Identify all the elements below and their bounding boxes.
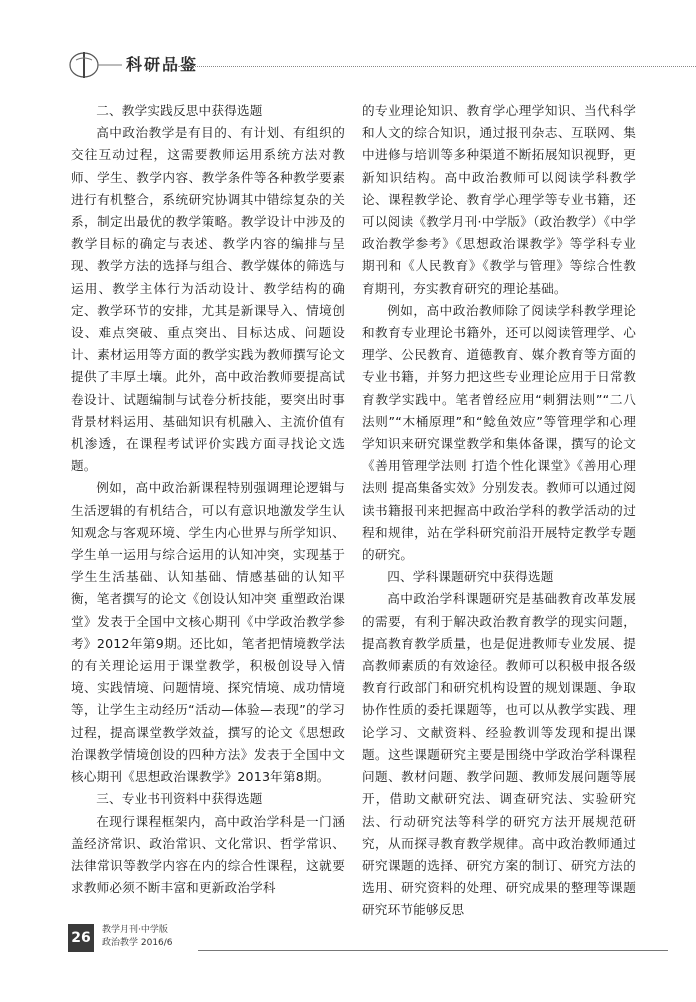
body-paragraph: 高中政治学科课题研究是基础教育改革发展的需要，有利于解决政治教育教学的现实问题，提高教育教学质量，也是促进教师专业发展、提高教师素质的有效途径。教师可以积极申报各级教育行政部门和研究机构设置的规划课题、争取协作性质的委托课题等，也可以从教学实践、理论学习、文献资料、经验教训等发现和提出课题。这些课题研究主要是围绕中学政治学科课程问题、教材问题、教学问题、教师发展问题等展开，借助文献研究法、调查研究法、实验研究法、行动研究法等科学的研究方法开展规范研究，从而探寻教育教学规律。高中政治教师通过研究课题的选择、研究方案的制订、研究方法的选用、研究资料的处理、研究成果的整理等课题研究环节能够反思 bbox=[362, 591, 636, 918]
header-divider bbox=[178, 66, 696, 67]
section-heading: 四、学科课题研究中获得选题 bbox=[387, 569, 554, 585]
journal-issue: 政治教学 2016/6 bbox=[102, 938, 173, 948]
body-paragraph: 例如，高中政治教师除了阅读学科教学理论和教育专业理论书籍外，还可以阅读管理学、心理学、公民教育、道德教育、媒介教育等方面的专业书籍，并努力把这些专业理论应用于日常教育教学实践中。笔者曾经应用“刺猬法则”“二八法则”“木桶原理”和“鲶鱼效应”等管理学和心理学知识来研究课堂教学和集体备课，撰写的论文《善用管理学法则 打造个性化课堂》《善用心理法则 提高集备实效》分别发表。教师可以通过阅读书籍报刊来把握高中政治学科的教学活动的过程和规律，站在学科研究前沿开展特定教学专题的研究。 bbox=[362, 302, 636, 563]
page-number: 26 bbox=[68, 924, 94, 952]
section-heading: 二、教学实践反思中获得选题 bbox=[96, 103, 263, 118]
left-column bbox=[71, 100, 345, 899]
body-paragraph: 例如，高中政治新课程特别强调理论逻辑与生活逻辑的有机结合，可以有意识地激发学生认知观念与客观环境、学生内心世界与所学知识、学生单一运用与综合运用的认知冲突，实现基于学生生活基础、认知基础、情感基础的认知平衡，笔者撰写的论文《创设认知冲突 重塑政治课堂》发表于全国中文核心期刊《中学政治教学参考》2012年第9期。还比如，笔者把情境教学法的有关理论运用于课堂教学，积极创设导入情境、实践情境、问题情境、探究情境、成功情境等，让学生主动经历“活动—体验—表现”的学习过程，提高课堂教学效益，撰写的论文《思想政治课教学情境创设的四种方法》发表于全国中文核心期刊《思想政治课教学》2013年第8期。 bbox=[71, 480, 345, 785]
journal-name: 教学月刊·中学版 bbox=[102, 925, 168, 935]
footer-divider bbox=[198, 950, 668, 951]
body-paragraph: 高中政治教学是有目的、有计划、有组织的交往互动过程，这需要教师运用系统方法对教师、学生、教学内容、教学条件等各种教学要素进行有机整合，系统研究协调其中错综复杂的关系，制定出最优的教学策略。教学设计中涉及的教学目标的确定与表述、教学内容的编排与呈现、教学方法的选择与组合、教学媒体的筛选与运用、教学主体行为活动设计、教学结构的确定、教学环节的安排，尤其是新课导入、情境创设、难点突破、重点突出、目标达成、问题设计、素材运用等方面的教学实践为教师撰写论文提供了丰厚土壤。此外，高中政治教师要提高试卷设计、试题编制与试卷分析技能，要突出时事背景材料运用、基础知识有机融入、主流价值有机渗透，在课程考试评价实践方面寻找论文选题。 bbox=[71, 125, 345, 474]
journal-info bbox=[102, 924, 173, 950]
right-column bbox=[362, 100, 636, 922]
body-paragraph: 的专业理论知识、教育学心理学知识、当代科学和人文的综合知识，通过报刊杂志、互联网、集中进修与培训等多种渠道不断拓展知识视野，更新知识结构。高中政治教师可以阅读学科教学论、课程教学论、教育学心理学等专业书籍，还可以阅读《教学月刊·中学版》（政治教学）《中学政治教学参考》《思想政治课教学》等学科专业期刊和《人民教育》《教学与管理》等综合性教育期刊，夯实教育研究的理论基础。 bbox=[362, 103, 636, 296]
section-heading: 三、专业书刊资料中获得选题 bbox=[96, 791, 263, 807]
column-logo-icon bbox=[68, 48, 124, 82]
body-paragraph: 在现行课程框架内，高中政治学科是一门涵盖经济常识、政治常识、文化常识、哲学常识、法律常识等教学内容在内的综合性课程，这就要求教师必须不断丰富和更新政治学科 bbox=[71, 813, 345, 896]
page-header bbox=[68, 44, 668, 88]
page-footer bbox=[68, 924, 668, 964]
section-title: 科研品鉴 bbox=[126, 55, 199, 74]
